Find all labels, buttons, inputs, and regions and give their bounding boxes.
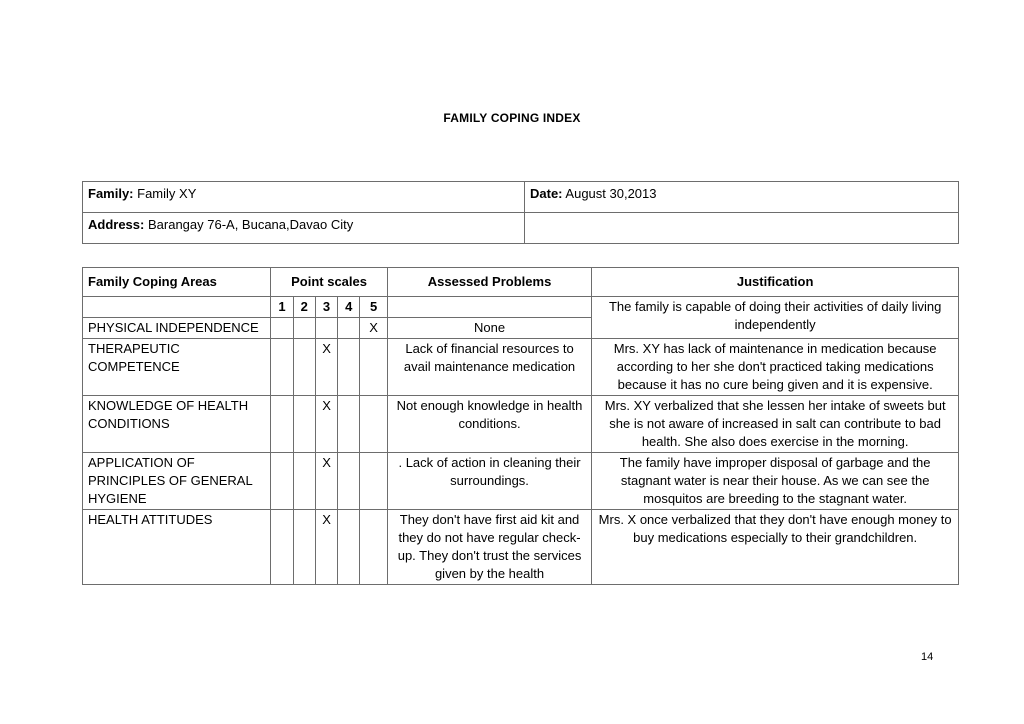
- scale-number: 4: [338, 297, 360, 318]
- scale-mark: [360, 453, 387, 510]
- scale-mark: [360, 510, 387, 585]
- coping-index-table: [82, 267, 959, 585]
- problem-cell: They don't have first aid kit and they do not have regular check-up. They don't trust the services given by the health: [387, 510, 592, 585]
- empty-cell: [83, 297, 271, 318]
- justification-cell: Mrs. X once verbalized that they don't have enough money to buy medications especially to their grandchildren.: [592, 510, 959, 585]
- scale-mark: [271, 339, 293, 396]
- header-row: [83, 268, 959, 297]
- scale-mark: X: [315, 510, 337, 585]
- scale-number: 3: [315, 297, 337, 318]
- header-justification: Justification: [592, 268, 959, 297]
- justification-cell: The family have improper disposal of garbage and the stagnant water is near their house. As we can see the mosquitos are breeding to the stagnant water.: [592, 453, 959, 510]
- problem-cell: Lack of financial resources to avail maintenance medication: [387, 339, 592, 396]
- problem-cell: None: [387, 318, 592, 339]
- area-cell: KNOWLEDGE OF HEALTH CONDITIONS: [83, 396, 271, 453]
- address-value: Barangay 76-A, Bucana,Davao City: [147, 217, 354, 232]
- scale-number-row: [83, 297, 959, 318]
- problem-cell: . Lack of action in cleaning their surroundings.: [387, 453, 592, 510]
- header-problems: Assessed Problems: [387, 268, 592, 297]
- area-cell: THERAPEUTIC COMPETENCE: [83, 339, 271, 396]
- page-number: 14: [921, 651, 934, 663]
- scale-mark: [271, 396, 293, 453]
- scale-mark: [338, 453, 360, 510]
- scale-mark: X: [315, 453, 337, 510]
- scale-mark: X: [315, 339, 337, 396]
- scale-mark: [271, 453, 293, 510]
- scale-mark: [293, 339, 315, 396]
- table-row: [83, 339, 959, 396]
- document-title: FAMILY COPING INDEX: [443, 111, 581, 125]
- scale-mark: [293, 510, 315, 585]
- scale-mark: [338, 339, 360, 396]
- table-row: [83, 510, 959, 585]
- header-point-scales: Point scales: [271, 268, 387, 297]
- scale-mark: X: [360, 318, 387, 339]
- scale-number: 2: [293, 297, 315, 318]
- address-cell: [83, 213, 525, 244]
- scale-number: 1: [271, 297, 293, 318]
- scale-mark: [293, 396, 315, 453]
- family-info-table: [82, 181, 959, 244]
- table-row: [83, 396, 959, 453]
- header-areas: Family Coping Areas: [83, 268, 271, 297]
- scale-mark: [293, 453, 315, 510]
- scale-number: 5: [360, 297, 387, 318]
- family-value: Family XY: [137, 186, 197, 201]
- family-label: Family:: [88, 186, 134, 201]
- scale-mark: [338, 510, 360, 585]
- scale-mark: [338, 396, 360, 453]
- problem-cell: Not enough knowledge in health conditions.: [387, 396, 592, 453]
- address-label: Address:: [88, 217, 145, 232]
- scale-mark: [271, 510, 293, 585]
- justification-cell: Mrs. XY verbalized that she lessen her intake of sweets but she is not aware of increased in salt can contribute to bad health. She also does exercise in the morning.: [592, 396, 959, 453]
- scale-mark: [293, 318, 315, 339]
- date-label: Date:: [530, 186, 563, 201]
- date-cell: [525, 182, 959, 213]
- scale-mark: [315, 318, 337, 339]
- area-cell: APPLICATION OF PRINCIPLES OF GENERAL HYGIENE: [83, 453, 271, 510]
- table-row: [83, 453, 959, 510]
- area-cell: HEALTH ATTITUDES: [83, 510, 271, 585]
- justification-cell: Mrs. XY has lack of maintenance in medication because according to her she don't practiced taking medications because it has no cure being given and it is expensive.: [592, 339, 959, 396]
- empty-cell: [525, 213, 959, 244]
- scale-mark: X: [315, 396, 337, 453]
- scale-mark: [360, 339, 387, 396]
- scale-mark: [271, 318, 293, 339]
- empty-cell: [387, 297, 592, 318]
- date-value: August 30,2013: [565, 186, 657, 201]
- justification-cell: The family is capable of doing their activities of daily living independently: [592, 297, 959, 339]
- area-cell: PHYSICAL INDEPENDENCE: [83, 318, 271, 339]
- scale-mark: [338, 318, 360, 339]
- scale-mark: [360, 396, 387, 453]
- family-cell: [83, 182, 525, 213]
